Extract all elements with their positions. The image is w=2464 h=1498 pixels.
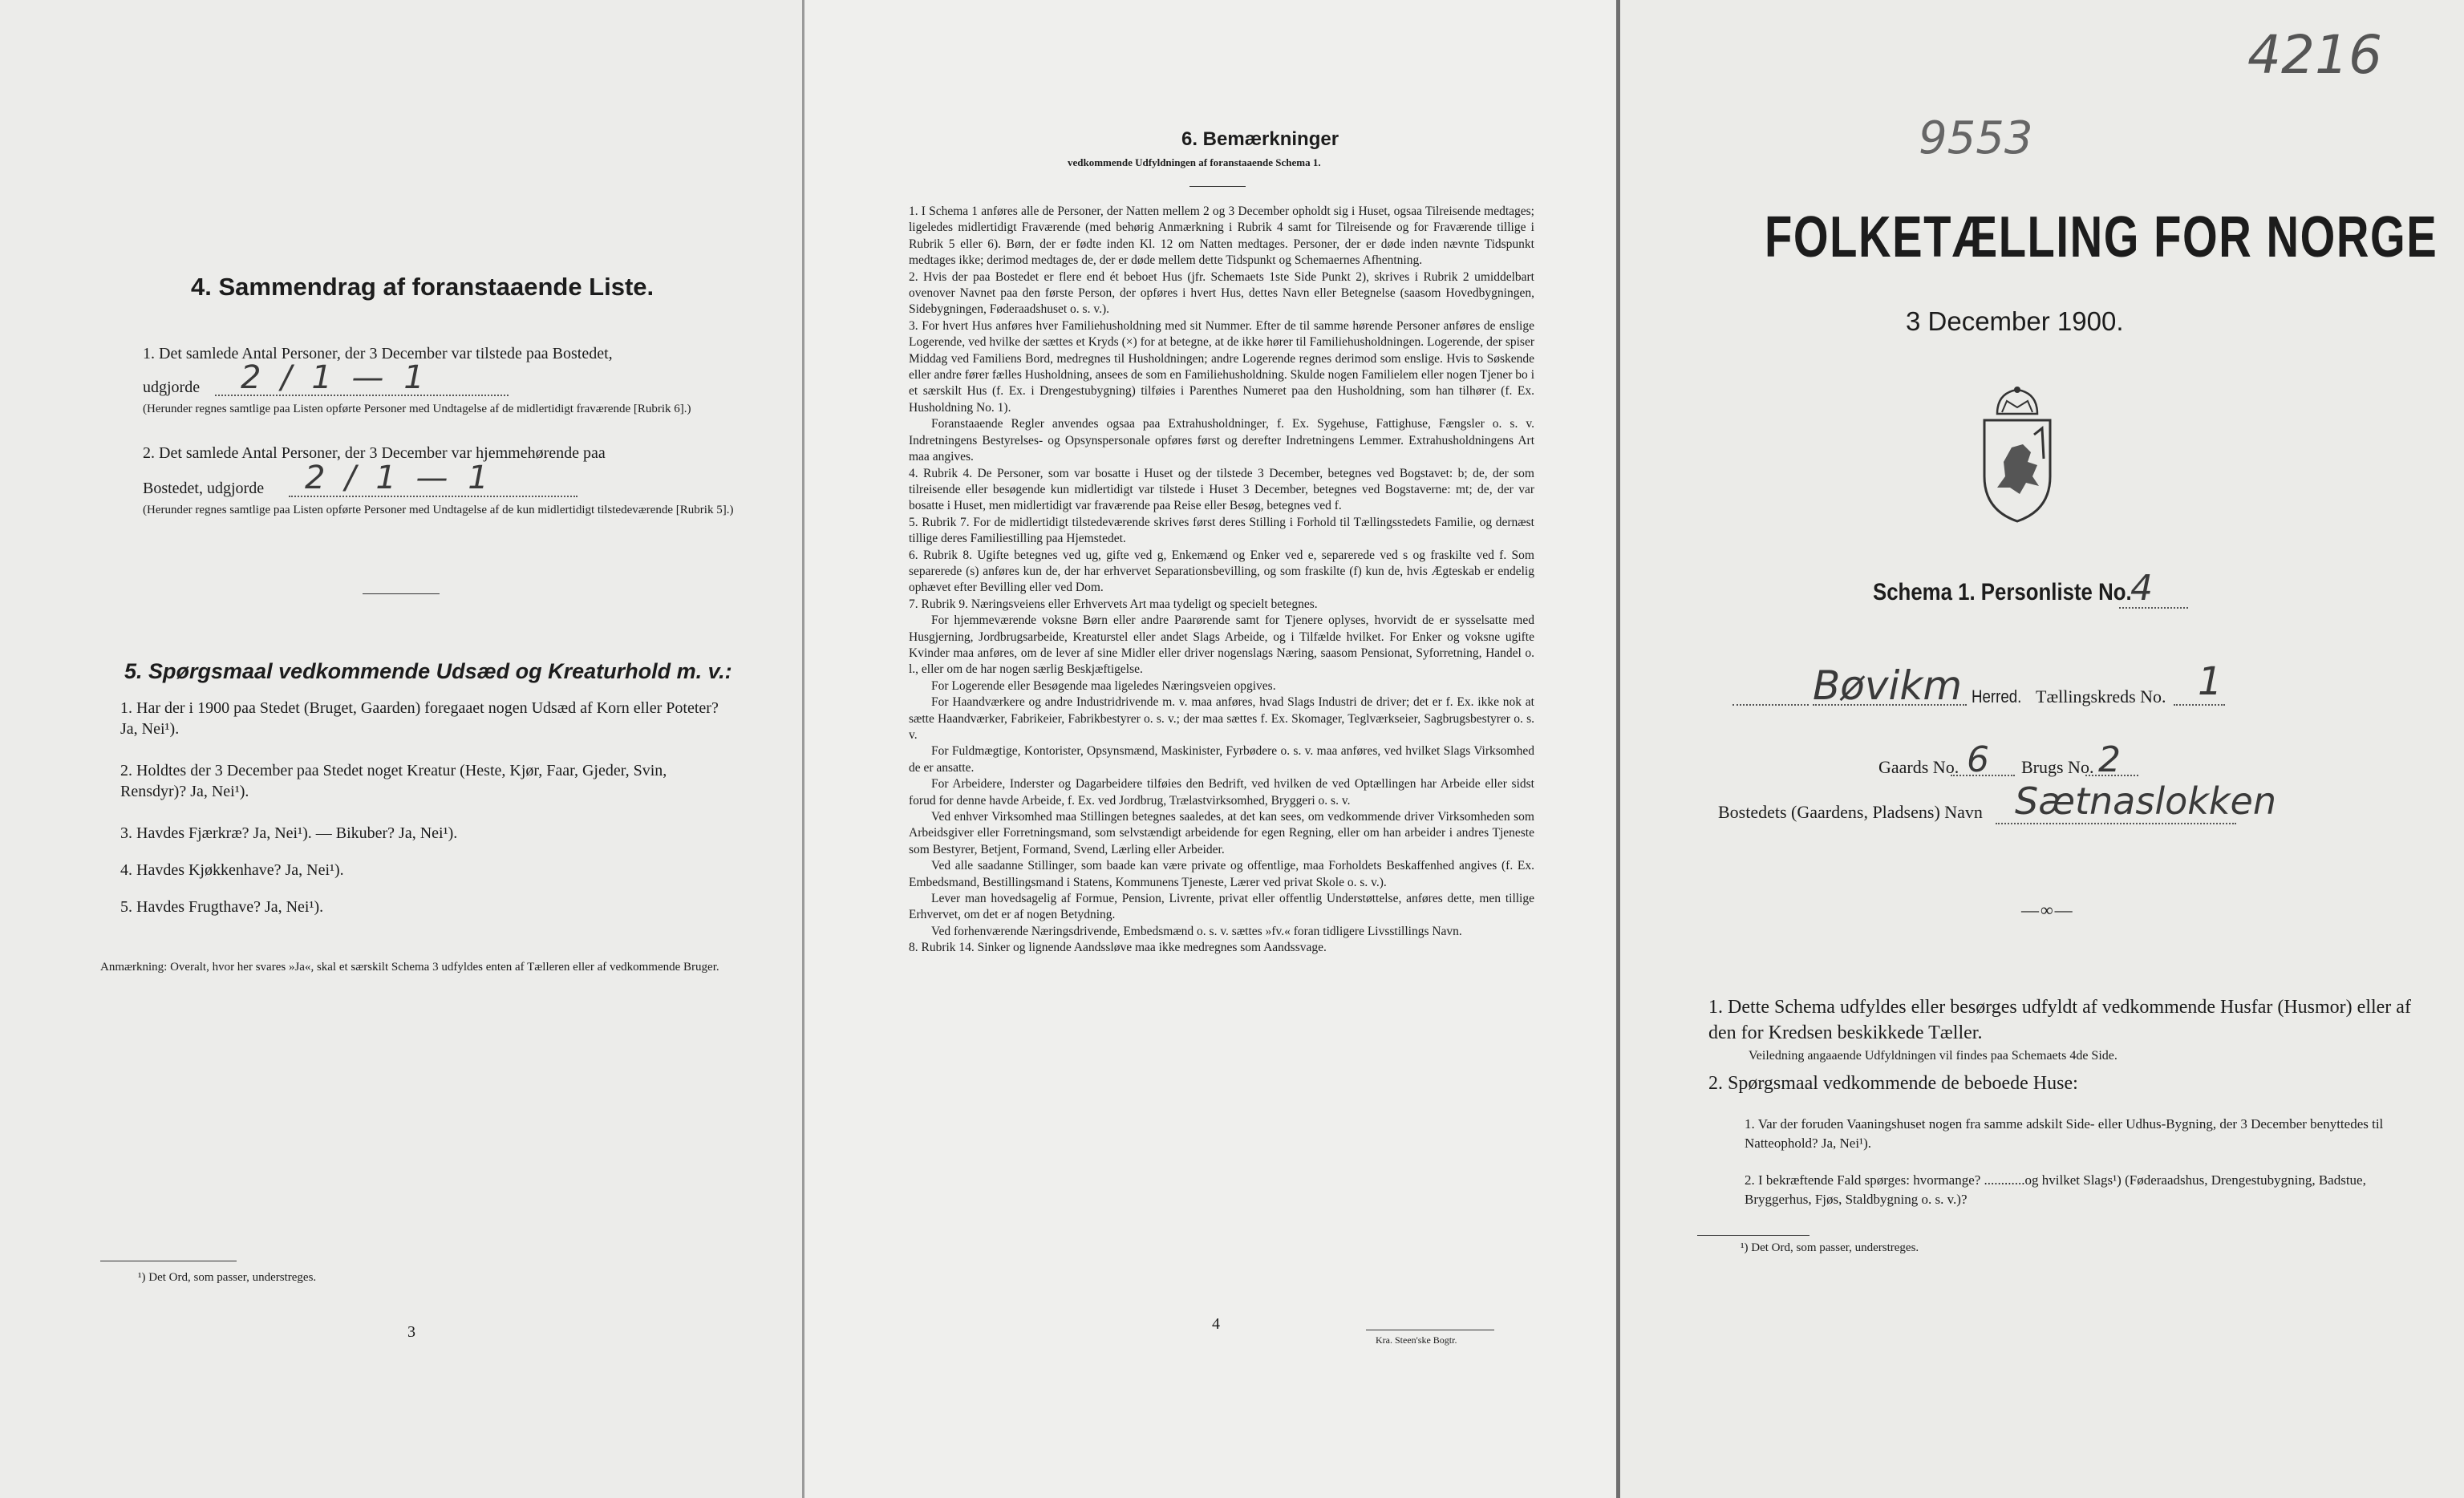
remark-paragraph: 5. Rubrik 7. For de midlertidigt tilstedeværende skrives først deres Stilling i Forhold til Tællingsstedets Familie, og dernæst tillige deres Familiestilling paa Hjemstedet. xyxy=(909,515,1534,546)
anmerkning: Anmærkning: Overalt, hvor her svares »Ja«, skal et særskilt Schema 3 udfyldes enten af Tælleren eller af vedkommende Bruger. xyxy=(100,961,719,974)
schema-number-line xyxy=(2119,607,2188,609)
remark-paragraph: For hjemmeværende voksne Børn eller andre Paarørende samt for Tjenere oplyses, hvorvidt de er sysselsatte med Husgjerning, Jordbrugsarbeide, Kreaturstel eller andet Slags Arbeide, og i Tilfælde hvilket. For Enker og voksne ugifte Kvinder maa anføres, om de lever af sine Midler eller driver nogenslags Næring, saasom Pensionat, Syforretning, Handel o. l., eller om de har nogen særlig Beskjæftigelse. xyxy=(909,613,1534,677)
q2-note: (Herunder regnes samtlige paa Listen opførte Personer med Undtagelse af de kun midlertidigt tilstedeværende [Rubrik 5].) xyxy=(143,504,734,516)
remark-paragraph: Lever man hovedsagelig af Formue, Pension, Livrente, privat eller offentlig Understøttelse, anføres dette, men tillige Erhvervet, om det er af nogen Betydning. xyxy=(909,892,1534,922)
main-title: FOLKETÆLLING FOR NORGE xyxy=(1765,205,2438,269)
bostedets-value: Sætnaslokken xyxy=(2015,779,2276,823)
q1-note: (Herunder regnes samtlige paa Listen opførte Personer med Undtagelse af de midlertidigt fraværende [Rubrik 6].) xyxy=(143,403,691,415)
remark-paragraph: 8. Rubrik 14. Sinker og lignende Aandssløve maa ikke medregnes som Aandssvage. xyxy=(909,941,1327,955)
q2-handwritten-value: 2 / 1 — 1 xyxy=(305,460,493,496)
remarks-subtitle: vedkommende Udfyldningen af foranstaaende Schema 1. xyxy=(1068,156,1321,168)
page-number: 3 xyxy=(407,1323,415,1341)
remark-paragraph: 4. Rubrik 4. De Personer, som var bosatte i Huset og der tilstede 3 December, betegnes ved Bogstavet: b; de, der som tilreisende eller besøgende kun midlertidigt var tilstede i Huset 3 December, betegnes ved Bogstaverne: mt; de, der var bosatte i Huset, men midlertidigt var fraværende paa Reise eller Besøg, betegnes ved f. xyxy=(909,466,1534,513)
remarks-body xyxy=(909,204,1534,957)
bostedets-line xyxy=(1996,823,2236,824)
remarks-rule xyxy=(1189,186,1246,187)
section4-title: 4. Sammendrag af foranstaaende Liste. xyxy=(191,273,654,301)
archive-number: 4216 xyxy=(2247,24,2382,86)
schema-number: 4 xyxy=(2130,568,2153,609)
census-date: 3 December 1900. xyxy=(1906,306,2124,336)
schema-label: Schema 1. Personliste No. xyxy=(1873,579,2132,605)
q2-answer-line xyxy=(289,496,578,497)
herred-line xyxy=(1813,704,1967,706)
remark-paragraph: 2. Hvis der paa Bostedet er flere end ét beboet Hus (jfr. Schemaets 1ste Side Punkt 2), skrives i Rubrik 2 umiddelbart ovenover Navnet paa den første Person, der opføres i hvert Hus, dettes Navn eller Betegnelse (saasom Hovedbygningen, Sidebygningen, Føderaadshuset o. s. v.). xyxy=(909,269,1534,317)
herred-lead-line xyxy=(1732,704,1809,706)
item1: 1. Dette Schema udfyldes eller besørges udfyldt af vedkommende Husfar (Husmor) eller af den for Kredsen beskikkede Tæller. xyxy=(1708,997,2411,1043)
separator xyxy=(363,593,440,594)
remark-paragraph: For Fuldmægtige, Kontorister, Opsynsmænd, Maskinister, Fyrbødere o. s. v. maa anføres, ved hvilket Slags Virksomhed de er ansatte. xyxy=(909,744,1534,775)
item1-note: Veiledning angaaende Udfyldningen vil findes paa Schemaets 4de Side. xyxy=(1749,1049,2118,1063)
s5-q4: 4. Havdes Kjøkkenhave? Ja, Nei¹). xyxy=(120,861,344,879)
item2: 2. Spørgsmaal vedkommende de beboede Huse: xyxy=(1708,1073,2078,1094)
s5-q2: 2. Holdtes der 3 December paa Stedet noget Kreatur (Heste, Kjør, Faar, Gjeder, Svin, Rensdyr)? Ja, Nei¹). xyxy=(120,762,667,800)
remark-paragraph: 7. Rubrik 9. Næringsveiens eller Erhvervets Art maa tydeligt og specielt betegnes. xyxy=(909,597,1318,611)
remark-paragraph: 1. I Schema 1 anføres alle de Personer, der Natten mellem 2 og 3 December opholdt sig i Huset, ogsaa Tilreisende medtages; ligeledes midlertidigt Fraværende (med behørig Anmærkning i Rubrik 4 samt for Tilreisende og for Fraværende tillige i Rubrik 5 eller 6). Børn, der er fødte inden Kl. 12 om Natten medtages. Personer, der er døde inden nævnte Tidspunkt medtages ikke; derimod medtages de, der er døde mellem dette Tidspunkt og Schemaernes Afhentning. xyxy=(909,204,1534,268)
printer-credit: Kra. Steen'ske Bogtr. xyxy=(1376,1334,1457,1346)
footnote-rule xyxy=(1697,1235,1810,1236)
q1-line1: 1. Det samlede Antal Personer, der 3 December var tilstede paa Bostedet, xyxy=(143,345,613,362)
right-page xyxy=(1616,0,2464,1498)
taellingskreds-label: Tællingskreds No. xyxy=(2036,686,2166,706)
brugs-line xyxy=(2085,775,2138,776)
q1-udgjorde: udgjorde xyxy=(143,379,201,396)
bostedets-label: Bostedets (Gaardens, Pladsens) Navn xyxy=(1718,802,1983,822)
remark-paragraph: For Arbeidere, Inderster og Dagarbeidere tilføies den Bedrift, ved hvilken de ved Optællingen har Arbeide eller sidst forud for denne havde Arbeide, f. Ex. ved Jordbrug, Trælastvirksomhed, Bryggeri o. s. v. xyxy=(909,777,1534,808)
ornament: —∞— xyxy=(2021,900,2074,920)
remark-paragraph: 6. Rubrik 8. Ugifte betegnes ved ug, gifte ved g, Enkemænd og Enker ved e, separerede ved s og fraskilte ved f. Som separerede (s) anføres kun de, der har erhvervet Separationsbevilling, og som fraskilte (f) kun de, hvis Ægteskab er endelig ophævet efter Bevilling eller ved Dom. xyxy=(909,548,1534,595)
item2-q1: 1. Var der foruden Vaaningshuset nogen fra samme adskilt Side- eller Udhus-Bygning, der 3 December benyttedes til Natteophold? Ja, Nei¹). xyxy=(1745,1116,2384,1151)
remark-paragraph: For Logerende eller Besøgende maa ligeledes Næringsveien opgives. xyxy=(931,678,1276,693)
q2-line1: 2. Det samlede Antal Personer, der 3 December var hjemmehørende paa xyxy=(143,444,606,462)
s5-q3: 3. Havdes Fjærkræ? Ja, Nei¹). — Bikuber? Ja, Nei¹). xyxy=(120,824,458,842)
remark-paragraph: For Haandværkere og andre Industridrivende m. v. maa anføres, hvad Slags Industri de driver; det er f. Ex. ikke nok at sætte Haandværker, Fabrikeier, Fabrikbestyrer o. s. v.; der maa sættes f. Ex. Skomager, Teglværkseier, Sagbrugsbestyrer o. s. v. xyxy=(909,695,1534,742)
section5-title: 5. Spørgsmaal vedkommende Udsæd og Kreaturhold m. v.: xyxy=(124,659,732,683)
q2-bostedet: Bostedet, udgjorde xyxy=(143,480,265,497)
brugs-label: Brugs No. xyxy=(2021,757,2094,777)
item2-q2: 2. I bekræftende Fald spørges: hvormange? ............og hvilket Slags¹) (Føderaadshus, Drengestubygning, Badstue, Bryggerhus, Fjøs, Staldbygning o. s. v.)? xyxy=(1745,1172,2366,1207)
middle-page xyxy=(802,0,1616,1498)
page-number: 4 xyxy=(1212,1315,1220,1333)
coat-of-arms-icon xyxy=(1973,382,2061,526)
footnote: ¹) Det Ord, som passer, understreges. xyxy=(1741,1241,1919,1254)
left-page xyxy=(0,0,802,1498)
remark-paragraph: Ved alle saadanne Stillinger, som baade kan være private og offentlige, maa Forholdets Beskaffenhed angives (f. Ex. Embedsmand, Bestillingsmand i Statens, Kommunens Tjeneste, Lærer ved privat Skole o. s. v.). xyxy=(909,859,1534,889)
taellingskreds-value: 1 xyxy=(2198,659,2223,704)
remark-paragraph: 3. For hvert Hus anføres hver Familiehusholdning med sit Nummer. Efter de til samme hørende Personer anføres de enslige Logerende, ved hvilke der sættes et Kryds (×) for at betegne, at de ikke hører til Familiehusholdningen. Logerende, der spiser Middag ved Familiens Bord, medregnes til Husholdningen; andre Logerende regnes derimod som enslige. Hvis to Søskende eller andre fører fælles Husholdning, ansees de som en Familiehusholdning. Skulde nogen Familielem eller nogen Tjener bo i et særskilt Hus (f. Ex. i Drengestubygning) tilføies i Parenthes Numeret paa den Husholdning, som han tilhører (f. Ex. Husholdning No. 1). xyxy=(909,318,1534,415)
remark-paragraph: Ved forhenværende Næringsdrivende, Embedsmænd o. s. v. sættes »fv.« foran tidligere Livsstillings Navn. xyxy=(931,924,1462,938)
q1-handwritten-value: 2 / 1 — 1 xyxy=(241,359,429,396)
s5-q1: 1. Har der i 1900 paa Stedet (Bruget, Gaarden) foregaaet nogen Udsæd af Korn eller Poteter? Ja, Nei¹). xyxy=(120,699,719,738)
remark-paragraph: Foranstaaende Regler anvendes ogsaa paa Extrahusholdninger, f. Ex. Sygehuse, Fattighuse, Fængsler o. s. v. Indretningens Bestyrelses- og Opsynspersonale opføres først og derefter Indretningens Lemmer. Extrahusholdningens Art maa angives. xyxy=(909,417,1534,464)
brugs-value: 2 xyxy=(2098,739,2121,780)
gaards-line xyxy=(1951,775,2015,776)
taellingskreds-line xyxy=(2174,704,2225,706)
remarks-title: 6. Bemærkninger xyxy=(1181,128,1339,150)
herred-value: Bøvikm xyxy=(1813,662,1963,709)
gaards-value: 6 xyxy=(1967,739,1989,780)
footnote: ¹) Det Ord, som passer, understreges. xyxy=(138,1271,317,1284)
s5-q5: 5. Havdes Frugthave? Ja, Nei¹). xyxy=(120,898,324,916)
remark-paragraph: Ved enhver Virksomhed maa Stillingen betegnes saaledes, at det kan sees, om vedkommende driver Virksomheden som Arbeidsgiver eller Forretningsmand, som selvstændigt arbeidende for egen Regning, eller om han arbeider i andres Tjeneste som Bestyrer, Betjent, Formand, Svend, Lærling eller Arbeider. xyxy=(909,810,1534,856)
handwritten-number: 9553 xyxy=(1919,112,2033,164)
q1-answer-line xyxy=(215,395,509,396)
gaards-label: Gaards No. xyxy=(1878,757,1959,777)
herred-label: Herred. xyxy=(1972,686,2022,706)
